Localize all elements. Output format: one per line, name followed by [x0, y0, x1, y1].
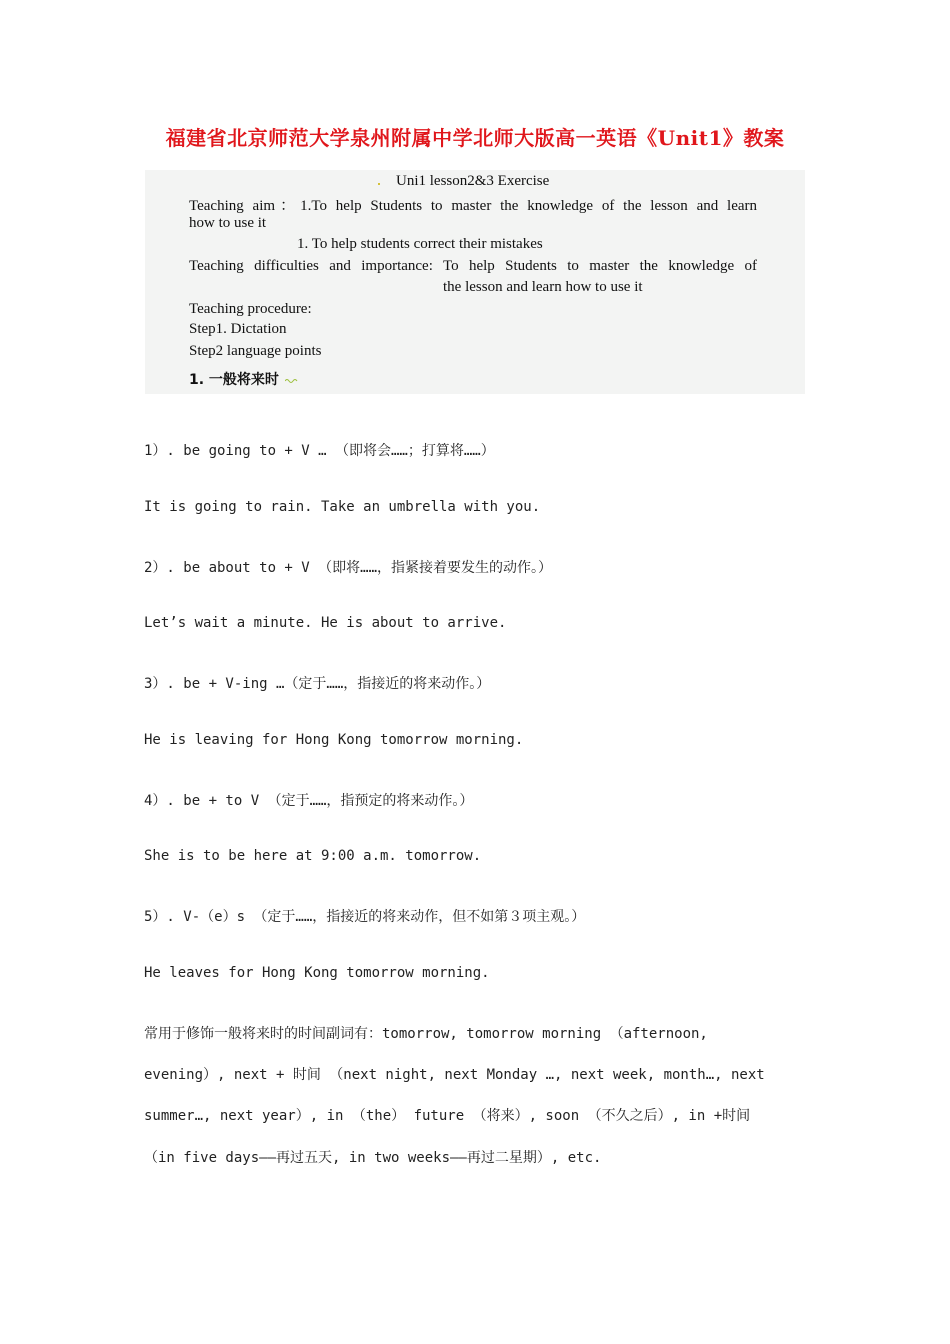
teaching-difficulty-line2: the lesson and learn how to use it	[443, 279, 643, 295]
teaching-aim-line3: 1. To help students correct their mistakes	[297, 236, 543, 252]
example-3: He is leaving for Hong Kong tomorrow morning.	[144, 732, 524, 748]
example-1: It is going to rain. Take an umbrella with you.	[144, 499, 541, 515]
example-2: Let’s wait a minute. He is about to arrive.	[144, 615, 507, 631]
rule-5: 5）. V-（e）s （定于……，指接近的将来动作，但不如第３项主观。）	[144, 909, 586, 925]
step1: Step1. Dictation	[189, 321, 287, 337]
example-5: He leaves for Hong Kong tomorrow morning.	[144, 965, 490, 981]
summary-line4: （in five days——再过五天, in two weeks——再过二星期）, etc.	[144, 1150, 602, 1166]
lesson-plan-box	[145, 170, 805, 394]
summary-line3: summer…, next year）, in （the） future （将来）, soon （不久之后）, in +时间	[144, 1108, 751, 1124]
example-4: She is to be here at 9:00 a.m. tomorrow.	[144, 848, 482, 864]
step2: Step2 language points	[189, 343, 322, 359]
teaching-aim-line2: how to use it	[189, 215, 267, 231]
rule-4: 4）. be + to V （定于……，指预定的将来动作。）	[144, 793, 474, 809]
rule-2: 2）. be about to + V （即将……，指紧接着要发生的动作。）	[144, 560, 553, 576]
teaching-difficulty-line1: Teaching difficulties and importance: To help Students to master the knowledge of	[189, 258, 757, 274]
rule-3: 3）. be + V-ing …（定于……，指接近的将来动作。）	[144, 676, 491, 692]
summary-line1: 常用于修饰一般将来时的时间副词有：tomorrow, tomorrow morning （afternoon,	[144, 1026, 708, 1042]
teaching-procedure: Teaching procedure:	[189, 301, 312, 317]
summary-line2: evening）, next + 时间 （next night, next Monday …, next week, month…, next	[144, 1067, 765, 1083]
section-heading: 1. 一般将来时	[189, 372, 279, 388]
rule-1: 1）. be going to + V … （即将会……；打算将……）	[144, 443, 495, 459]
document-title: 福建省北京师范大学泉州附属中学北师大版高一英语《Unit1》教案	[165, 126, 785, 150]
spellcheck-squiggle	[285, 378, 299, 384]
marker-dot	[378, 183, 380, 185]
teaching-aim-line1: Teaching aim：1.To help Students to master the knowledge of the lesson and learn	[189, 198, 757, 214]
unit-heading: Uni1 lesson2&3 Exercise	[396, 173, 550, 189]
